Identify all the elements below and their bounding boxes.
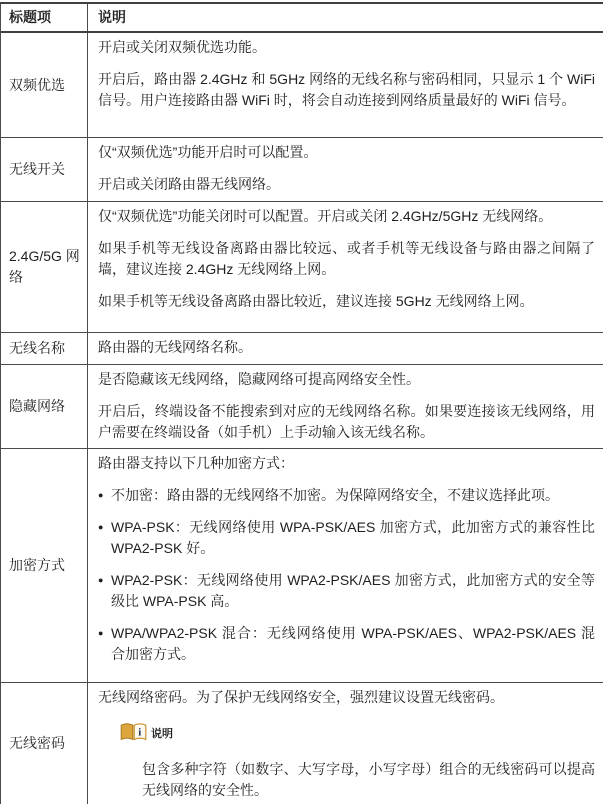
note-header (120, 722, 595, 747)
paragraph: 是否隐藏该无线网络，隐藏网络可提高网络安全性。 (98, 371, 420, 387)
row-label-hidden-network: 隐藏网络 (1, 365, 88, 448)
row-description-hidden-network (88, 365, 603, 448)
row-label-wifi-switch: 无线开关 (1, 138, 88, 201)
row-label-wifi-password: 无线密码 (1, 683, 88, 804)
paragraph: 路由器的无线网络名称。 (98, 339, 252, 355)
info-book-icon (120, 722, 147, 747)
note-text: 包含多种字符（如数字、大写字母，小写字母）组合的无线密码可以提高无线网络的安全性。 (142, 761, 595, 798)
list-item: ● WPA-PSK：无线网络使用 WPA-PSK/AES 加密方式，此加密方式的兼容性比 WPA2-PSK 好。 (98, 517, 595, 559)
table-row (1, 33, 603, 138)
list-item: ● 不加密：路由器的无线网络不加密。为保障网络安全，不建议选择此项。 (98, 485, 595, 506)
table-row (1, 683, 603, 804)
row-description-24g-5g-network (88, 202, 603, 332)
paragraph: 仅“双频优选”功能关闭时可以配置。开启或关闭 2.4GHz/5GHz 无线网络。 (98, 208, 553, 224)
row-description-wifi-password (88, 683, 603, 804)
note-block (120, 722, 595, 801)
paragraph: 开启或关闭路由器无线网络。 (98, 176, 280, 192)
row-label-24g-5g-network: 2.4G/5G 网络 (1, 202, 88, 332)
header-cell-title-item: 标题项 (1, 4, 88, 31)
paragraph: 如果手机等无线设备离路由器比较近，建议连接 5GHz 无线网络上网。 (98, 293, 534, 309)
list-item: ● WPA2-PSK：无线网络使用 WPA2-PSK/AES 加密方式，此加密方式的安全等级比 WPA-PSK 高。 (98, 570, 595, 612)
paragraph: 如果手机等无线设备离路由器比较远、或者手机等无线设备与路由器之间隔了墙，建议连接 2.4GHz 无线网络上网。 (98, 240, 595, 277)
table-row (1, 449, 603, 683)
header-cell-description: 说明 (98, 9, 126, 25)
note-label: 说明 (151, 728, 173, 740)
paragraph: 路由器支持以下几种加密方式： (98, 455, 294, 471)
paragraph: 开启后，路由器 2.4GHz 和 5GHz 网络的无线名称与密码相同，只显示 1 个 WiFi 信号。用户连接路由器 WiFi 时，将会自动连接到网络质量最好的 WiFi 信号。 (98, 71, 595, 108)
row-description-wifi-switch (88, 138, 603, 201)
table-header-row (1, 4, 603, 33)
table-row (1, 202, 603, 333)
settings-description-table (0, 2, 603, 804)
row-description-encryption-mode (88, 449, 603, 682)
table-row (1, 138, 603, 202)
paragraph: 开启或关闭双频优选功能。 (98, 39, 266, 55)
row-label-dual-band: 双频优选 (1, 33, 88, 137)
paragraph: 无线网络密码。为了保护无线网络安全，强烈建议设置无线密码。 (98, 689, 504, 705)
row-label-encryption-mode: 加密方式 (1, 449, 88, 682)
list-item: ● WPA/WPA2-PSK 混合：无线网络使用 WPA-PSK/AES、WPA2-PSK/AES 混合加密方式。 (98, 623, 595, 665)
row-description-wifi-name (88, 333, 603, 364)
row-label-wifi-name: 无线名称 (1, 333, 88, 364)
table-row (1, 333, 603, 365)
svg-text:i: i (138, 726, 142, 739)
paragraph: 开启后，终端设备不能搜索到对应的无线网络名称。如果要连接该无线网络，用户需要在终端设备（如手机）上手动输入该无线名称。 (98, 403, 595, 440)
paragraph: 仅“双频优选”功能开启时可以配置。 (98, 144, 318, 160)
row-description-dual-band (88, 33, 603, 137)
encryption-options-list (98, 485, 595, 665)
table-row (1, 365, 603, 449)
